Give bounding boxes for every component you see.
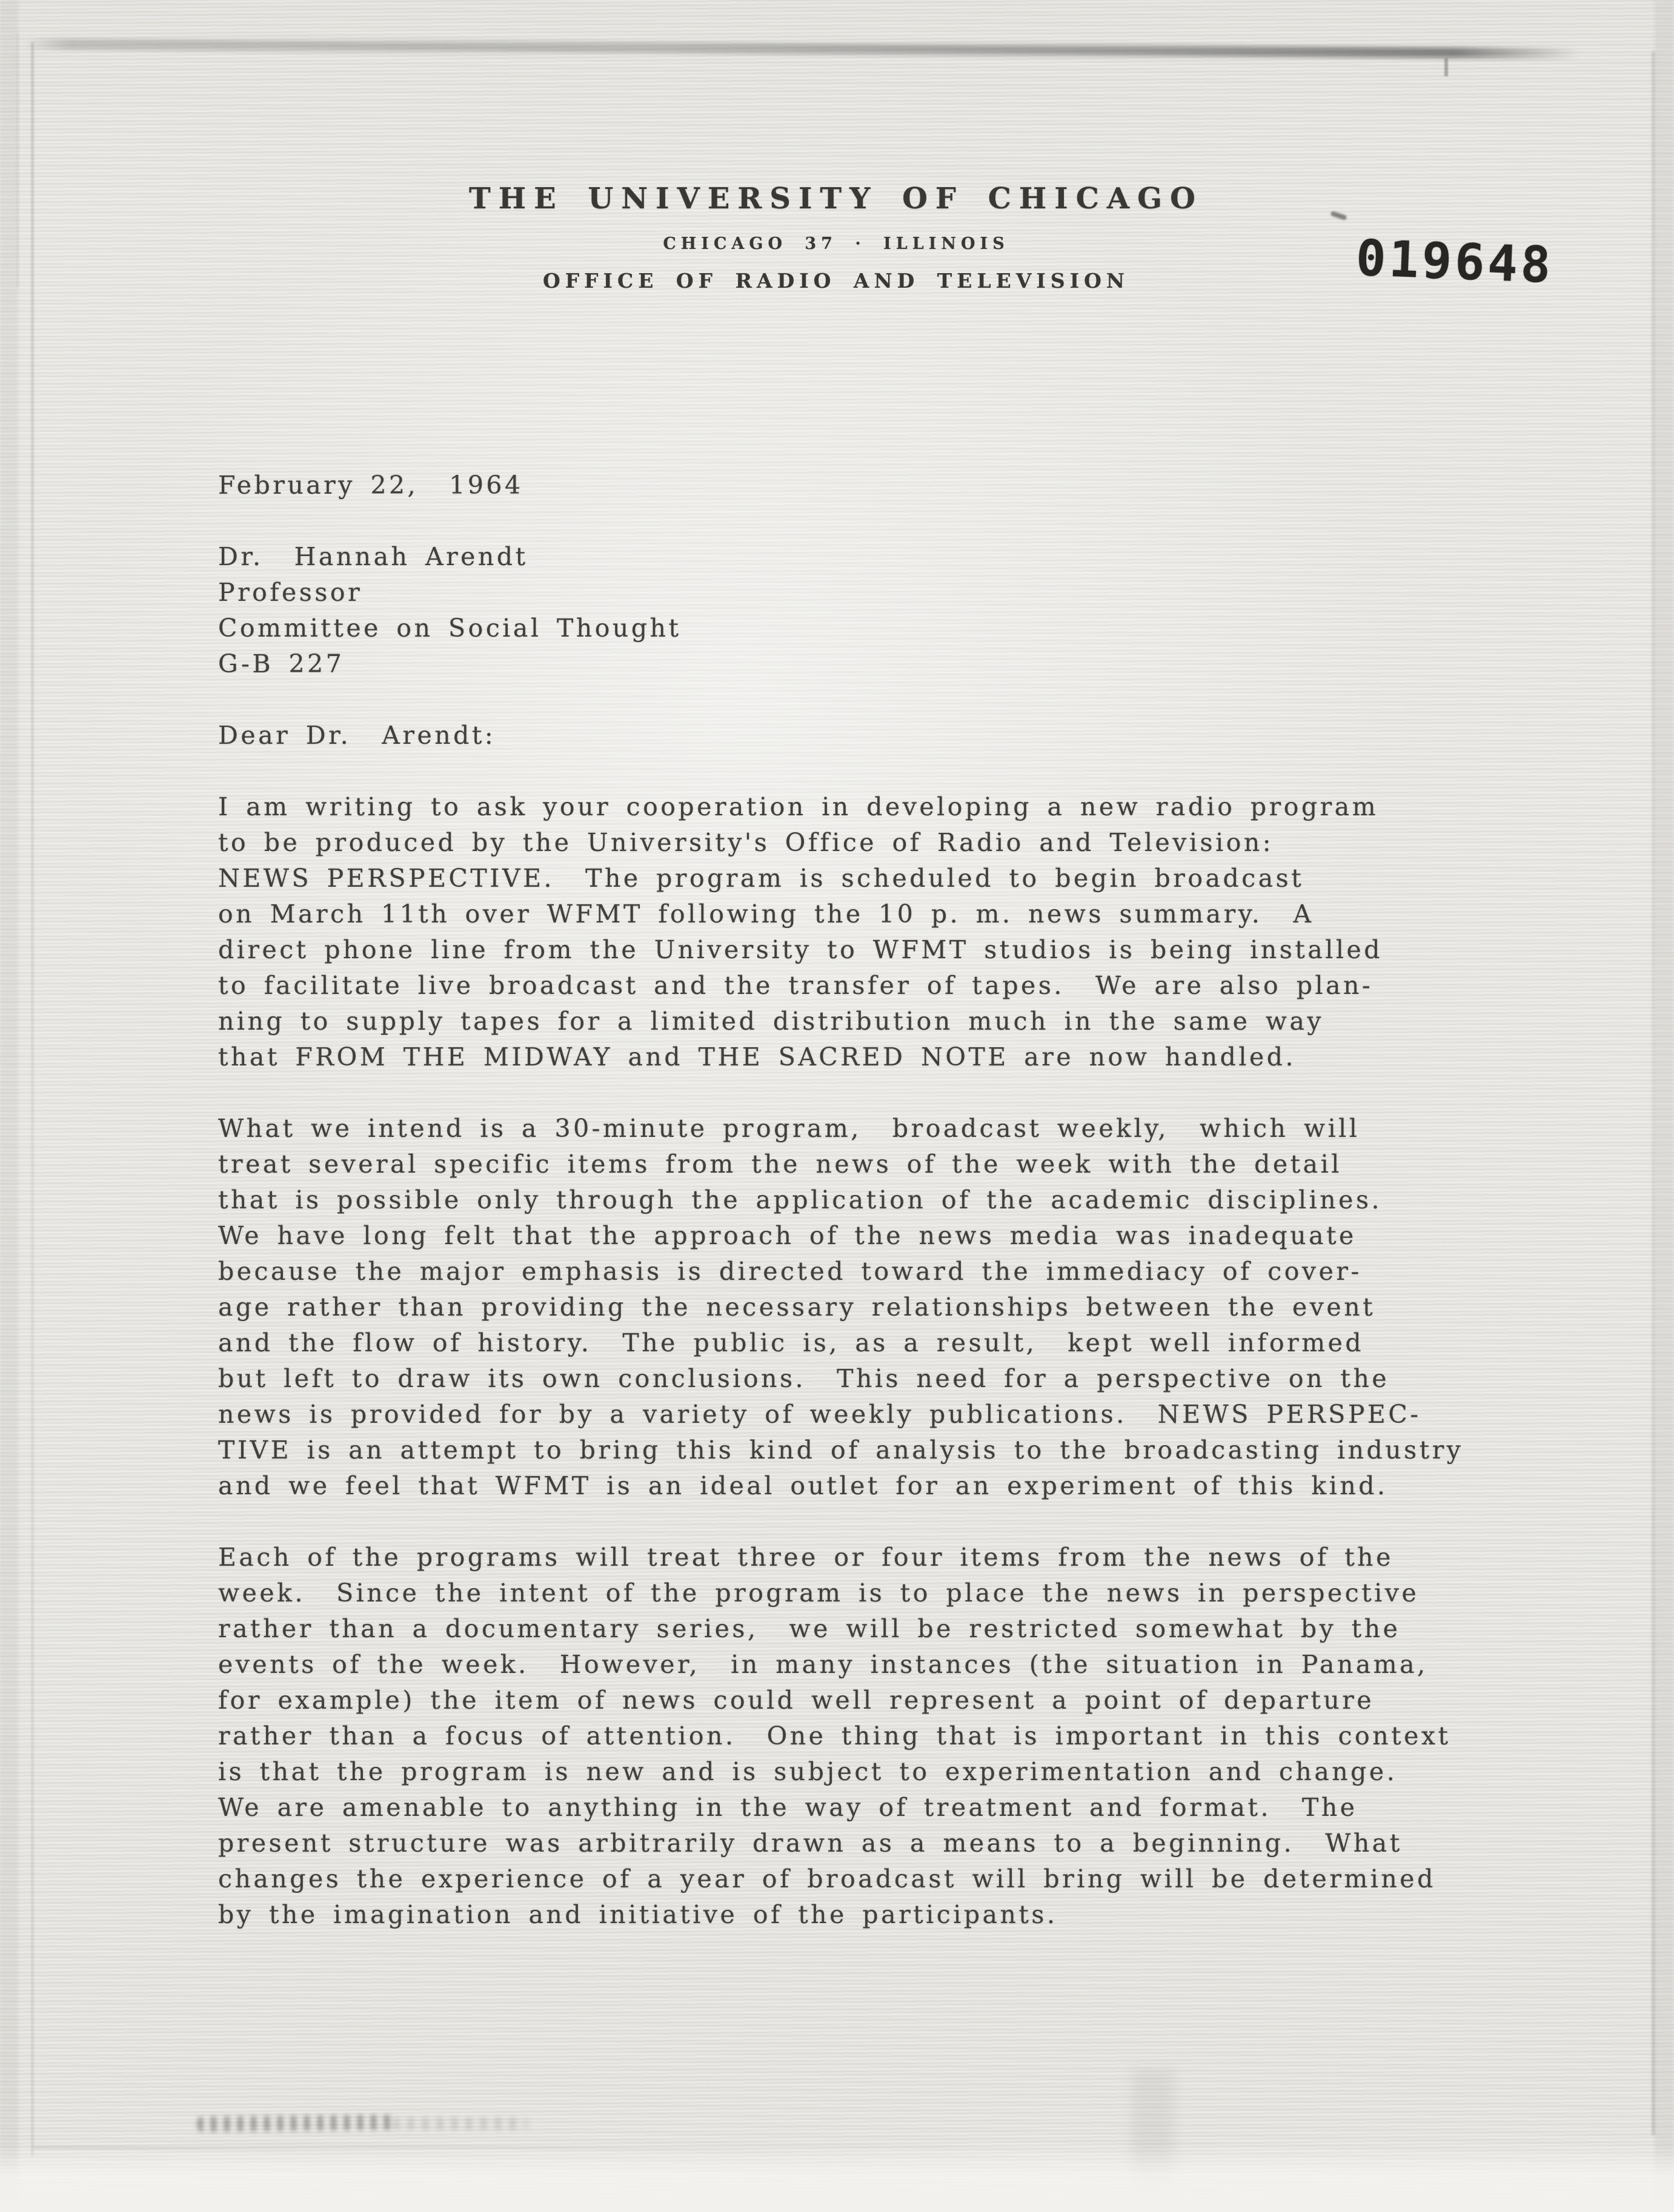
letter-line: on March 11th over WFMT following the 10 p. m. news summary. A <box>218 899 1314 929</box>
letterhead-office-line: OFFICE OF RADIO AND TELEVISION <box>542 269 1130 293</box>
letterhead-city-line: CHICAGO 37 · ILLINOIS <box>663 234 1009 253</box>
scanner-right-band <box>1655 0 1674 2212</box>
salutation-block <box>218 718 1527 753</box>
illegible-ink-smudge <box>198 2114 397 2131</box>
letter-line: events of the week. However, in many instances (the situation in Panama, <box>218 1650 1428 1679</box>
letter-line: news is provided for by a variety of weekly publications. NEWS PERSPEC- <box>218 1400 1421 1429</box>
letter-line: and the flow of history. The public is, as a result, kept well informed <box>218 1328 1364 1357</box>
letter-line: for example) the item of news could well represent a point of departure <box>218 1686 1375 1715</box>
letter-line: I am writing to ask your cooperation in developing a new radio program <box>218 792 1379 821</box>
paragraph-3 <box>218 1540 1527 1933</box>
recipient-name: Dr. Hannah Arendt <box>218 542 528 571</box>
paper-left-edge-outer-line <box>17 33 18 288</box>
date-block <box>218 468 1527 503</box>
top-edge-tick-mark <box>1444 58 1448 76</box>
letter-line: week. Since the intent of the program is to place the news in perspective <box>218 1578 1420 1608</box>
letterhead <box>218 182 1454 293</box>
letter-line: rather than a documentary series, we will be restricted somewhat by the <box>218 1614 1401 1643</box>
letter-line: treat several specific items from the news of the week with the detail <box>218 1150 1342 1179</box>
letter-line: We have long felt that the approach of the news media was inadequate <box>218 1221 1357 1250</box>
paper-left-edge-line <box>32 42 33 2156</box>
illegible-ink-smudge-faint <box>394 2118 527 2130</box>
letter-line: to be produced by the University's Office of Radio and Television: <box>218 828 1274 857</box>
paper-top-edge-shadow <box>23 39 1580 59</box>
letterhead-university-name: THE UNIVERSITY OF CHICAGO <box>469 182 1203 216</box>
letter-body <box>218 468 1527 1933</box>
scanner-left-band <box>0 0 18 2212</box>
recipient-room: G-B 227 <box>218 649 345 678</box>
letter-line: age rather than providing the necessary relationships between the event <box>218 1293 1376 1322</box>
recipient-department: Committee on Social Thought <box>218 614 682 643</box>
letter-line: TIVE is an attempt to bring this kind of analysis to the broadcasting industry <box>218 1435 1464 1465</box>
letter-line: Each of the programs will treat three or four items from the news of the <box>218 1543 1393 1572</box>
letter-line: We are amenable to anything in the way of treatment and format. The <box>218 1793 1358 1822</box>
letter-line: that is possible only through the application of the academic disciplines. <box>218 1185 1383 1214</box>
salutation: Dear Dr. Arendt: <box>218 721 496 750</box>
recipient-address-block <box>218 539 1527 682</box>
paragraph-1 <box>218 789 1527 1075</box>
letter-line: that FROM THE MIDWAY and THE SACRED NOTE are now handled. <box>218 1042 1297 1071</box>
paper-right-edge-line <box>1652 51 1655 2135</box>
letter-line: changes the experience of a year of broadcast will bring will be determined <box>218 1864 1436 1893</box>
letter-line: because the major emphasis is directed toward the immediacy of cover- <box>218 1257 1362 1286</box>
archival-stamp-number: 019648 <box>1355 229 1555 295</box>
letter-line: rather than a focus of attention. One thing that is important in this context <box>218 1721 1451 1750</box>
paragraph-2 <box>218 1111 1527 1504</box>
recipient-title: Professor <box>218 578 363 607</box>
letter-line: What we intend is a 30-minute program, broadcast weekly, which will <box>218 1114 1360 1143</box>
letter-line: direct phone line from the University to WFMT studios is being installed <box>218 935 1383 964</box>
letter-line: is that the program is new and is subject to experimentation and change. <box>218 1757 1398 1786</box>
letter-line: present structure was arbitrarily drawn as a means to a beginning. What <box>218 1829 1403 1858</box>
letter-line: ning to supply tapes for a limited distribution much in the same way <box>218 1007 1324 1036</box>
letter-line: and we feel that WFMT is an ideal outlet for an experiment of this kind. <box>218 1471 1388 1500</box>
letter-line: by the imagination and initiative of the participants. <box>218 1900 1058 1929</box>
letter-line: to facilitate live broadcast and the transfer of tapes. We are also plan- <box>218 971 1373 1000</box>
letter-line: but left to draw its own conclusions. This need for a perspective on the <box>218 1364 1390 1393</box>
letter-line: NEWS PERSPECTIVE. The program is scheduled to begin broadcast <box>218 864 1304 893</box>
date-line: February 22, 1964 <box>218 471 523 500</box>
paper-bottom-highlight <box>0 2145 1674 2212</box>
